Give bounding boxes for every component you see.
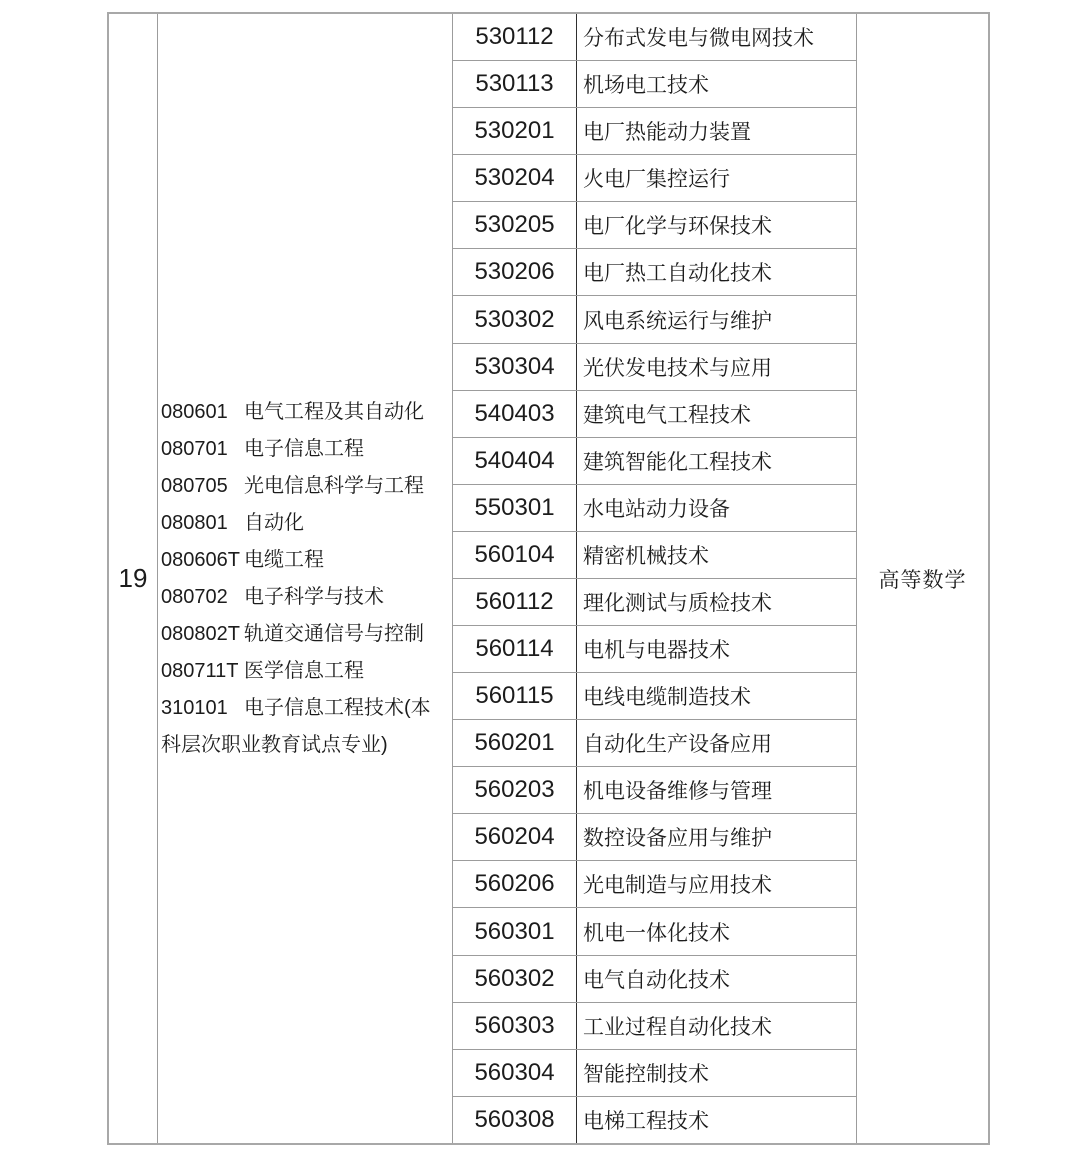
undergraduate-major-code: 080701 [161,437,228,460]
specialty-code: 530201 [453,108,577,154]
specialty-name: 机场电工技术 [583,74,709,98]
exam-majors-table [107,12,990,1145]
specialty-name: 分布式发电与微电网技术 [583,27,814,51]
undergraduate-major-item [161,542,450,579]
table-row [453,1097,856,1143]
table-row [453,485,856,532]
undergraduate-major-item [161,505,450,542]
table-row [453,908,856,955]
undergraduate-major-name: 自动化 [244,511,304,534]
undergraduate-major-name: 光电信息科学与工程 [244,474,424,497]
row-number: 19 [118,563,148,593]
table-row [453,814,856,861]
specialty-code: 560204 [453,814,577,860]
specialty-code: 560302 [453,956,577,1002]
table-row [453,673,856,720]
specialty-code: 530304 [453,344,577,390]
table-row [453,1050,856,1097]
specialty-rows-cell [453,14,856,1143]
specialty-name: 理化测试与质检技术 [583,591,772,615]
table-row [453,956,856,1003]
specialty-name: 机电设备维修与管理 [583,780,772,804]
undergraduate-major-item [161,653,450,690]
undergraduate-major-code: 080702 [161,585,228,608]
specialty-name: 精密机械技术 [583,544,709,568]
undergraduate-major-code: 080705 [161,474,228,497]
specialty-name: 电厂化学与环保技术 [583,215,772,239]
exam-subject-cell [856,14,988,1143]
specialty-name: 火电厂集控运行 [583,168,730,192]
table-row [453,532,856,579]
row-number-cell [109,14,158,1143]
specialty-name: 电厂热工自动化技术 [583,262,772,286]
undergraduate-major-name: 电气工程及其自动化 [244,400,424,423]
specialty-code: 560206 [453,861,577,907]
undergraduate-major-code: 080606T [161,548,240,571]
specialty-code: 530204 [453,155,577,201]
table-row [453,344,856,391]
specialty-name: 建筑电气工程技术 [583,403,751,427]
table-row [453,296,856,343]
specialty-code: 560303 [453,1003,577,1049]
table-row [453,767,856,814]
table-row [453,720,856,767]
specialty-code: 560201 [453,720,577,766]
specialty-name: 光电制造与应用技术 [583,874,772,898]
specialty-code: 560308 [453,1097,577,1143]
table-row [453,1003,856,1050]
table-row [453,61,856,108]
specialty-name: 智能控制技术 [583,1062,709,1086]
specialty-name: 电梯工程技术 [583,1109,709,1133]
undergraduate-major-name: 轨道交通信号与控制 [244,622,424,645]
undergraduate-major-name: 电缆工程 [244,548,324,571]
table-row [453,391,856,438]
specialty-code: 560203 [453,767,577,813]
specialty-name: 机电一体化技术 [583,921,730,945]
specialty-code: 530302 [453,296,577,342]
undergraduate-major-name: 电子信息工程技术(本科层次职业教育试点专业) [161,696,431,756]
table-row [453,14,856,61]
specialty-name: 建筑智能化工程技术 [583,450,772,474]
exam-subject: 高等数学 [878,568,967,592]
specialty-code: 560114 [453,626,577,672]
specialty-name: 电线电缆制造技术 [583,686,751,710]
specialty-name: 水电站动力设备 [583,497,730,521]
specialty-code: 560104 [453,532,577,578]
table-row [453,202,856,249]
table-row [453,249,856,296]
specialty-code: 540403 [453,391,577,437]
undergraduate-major-code: 080711T [161,659,239,682]
specialty-code: 560112 [453,579,577,625]
undergraduate-major-item [161,431,450,468]
specialty-name: 风电系统运行与维护 [583,309,772,333]
undergraduate-major-item [161,579,450,616]
table-row [453,108,856,155]
undergraduate-major-name: 电子信息工程 [244,437,364,460]
specialty-code: 550301 [453,485,577,531]
undergraduate-major-name: 医学信息工程 [244,659,364,682]
undergraduate-major-item [161,468,450,505]
undergraduate-major-item [161,616,450,653]
specialty-name: 电机与电器技术 [583,639,730,663]
undergraduate-majors-cell [158,14,453,1143]
specialty-name: 数控设备应用与维护 [583,827,772,851]
specialty-code: 530205 [453,202,577,248]
undergraduate-major-code: 080801 [161,511,228,534]
undergraduate-major-name: 电子科学与技术 [244,585,384,608]
specialty-code: 560301 [453,908,577,954]
specialty-code: 540404 [453,438,577,484]
specialty-code: 530112 [453,14,577,60]
specialty-code: 530206 [453,249,577,295]
specialty-code: 560115 [453,673,577,719]
specialty-name: 自动化生产设备应用 [583,733,772,757]
undergraduate-major-item [161,690,450,764]
table-row [453,861,856,908]
specialty-name: 光伏发电技术与应用 [583,356,772,380]
specialty-name: 工业过程自动化技术 [583,1015,772,1039]
specialty-code: 560304 [453,1050,577,1096]
table-row [453,438,856,485]
table-row [453,626,856,673]
undergraduate-major-code: 080601 [161,400,228,423]
specialty-code: 530113 [453,61,577,107]
undergraduate-major-code: 310101 [161,696,228,719]
specialty-name: 电厂热能动力装置 [583,121,751,145]
specialty-name: 电气自动化技术 [583,968,730,992]
table-row [453,579,856,626]
undergraduate-major-item [161,394,450,431]
undergraduate-major-code: 080802T [161,622,240,645]
table-row [453,155,856,202]
